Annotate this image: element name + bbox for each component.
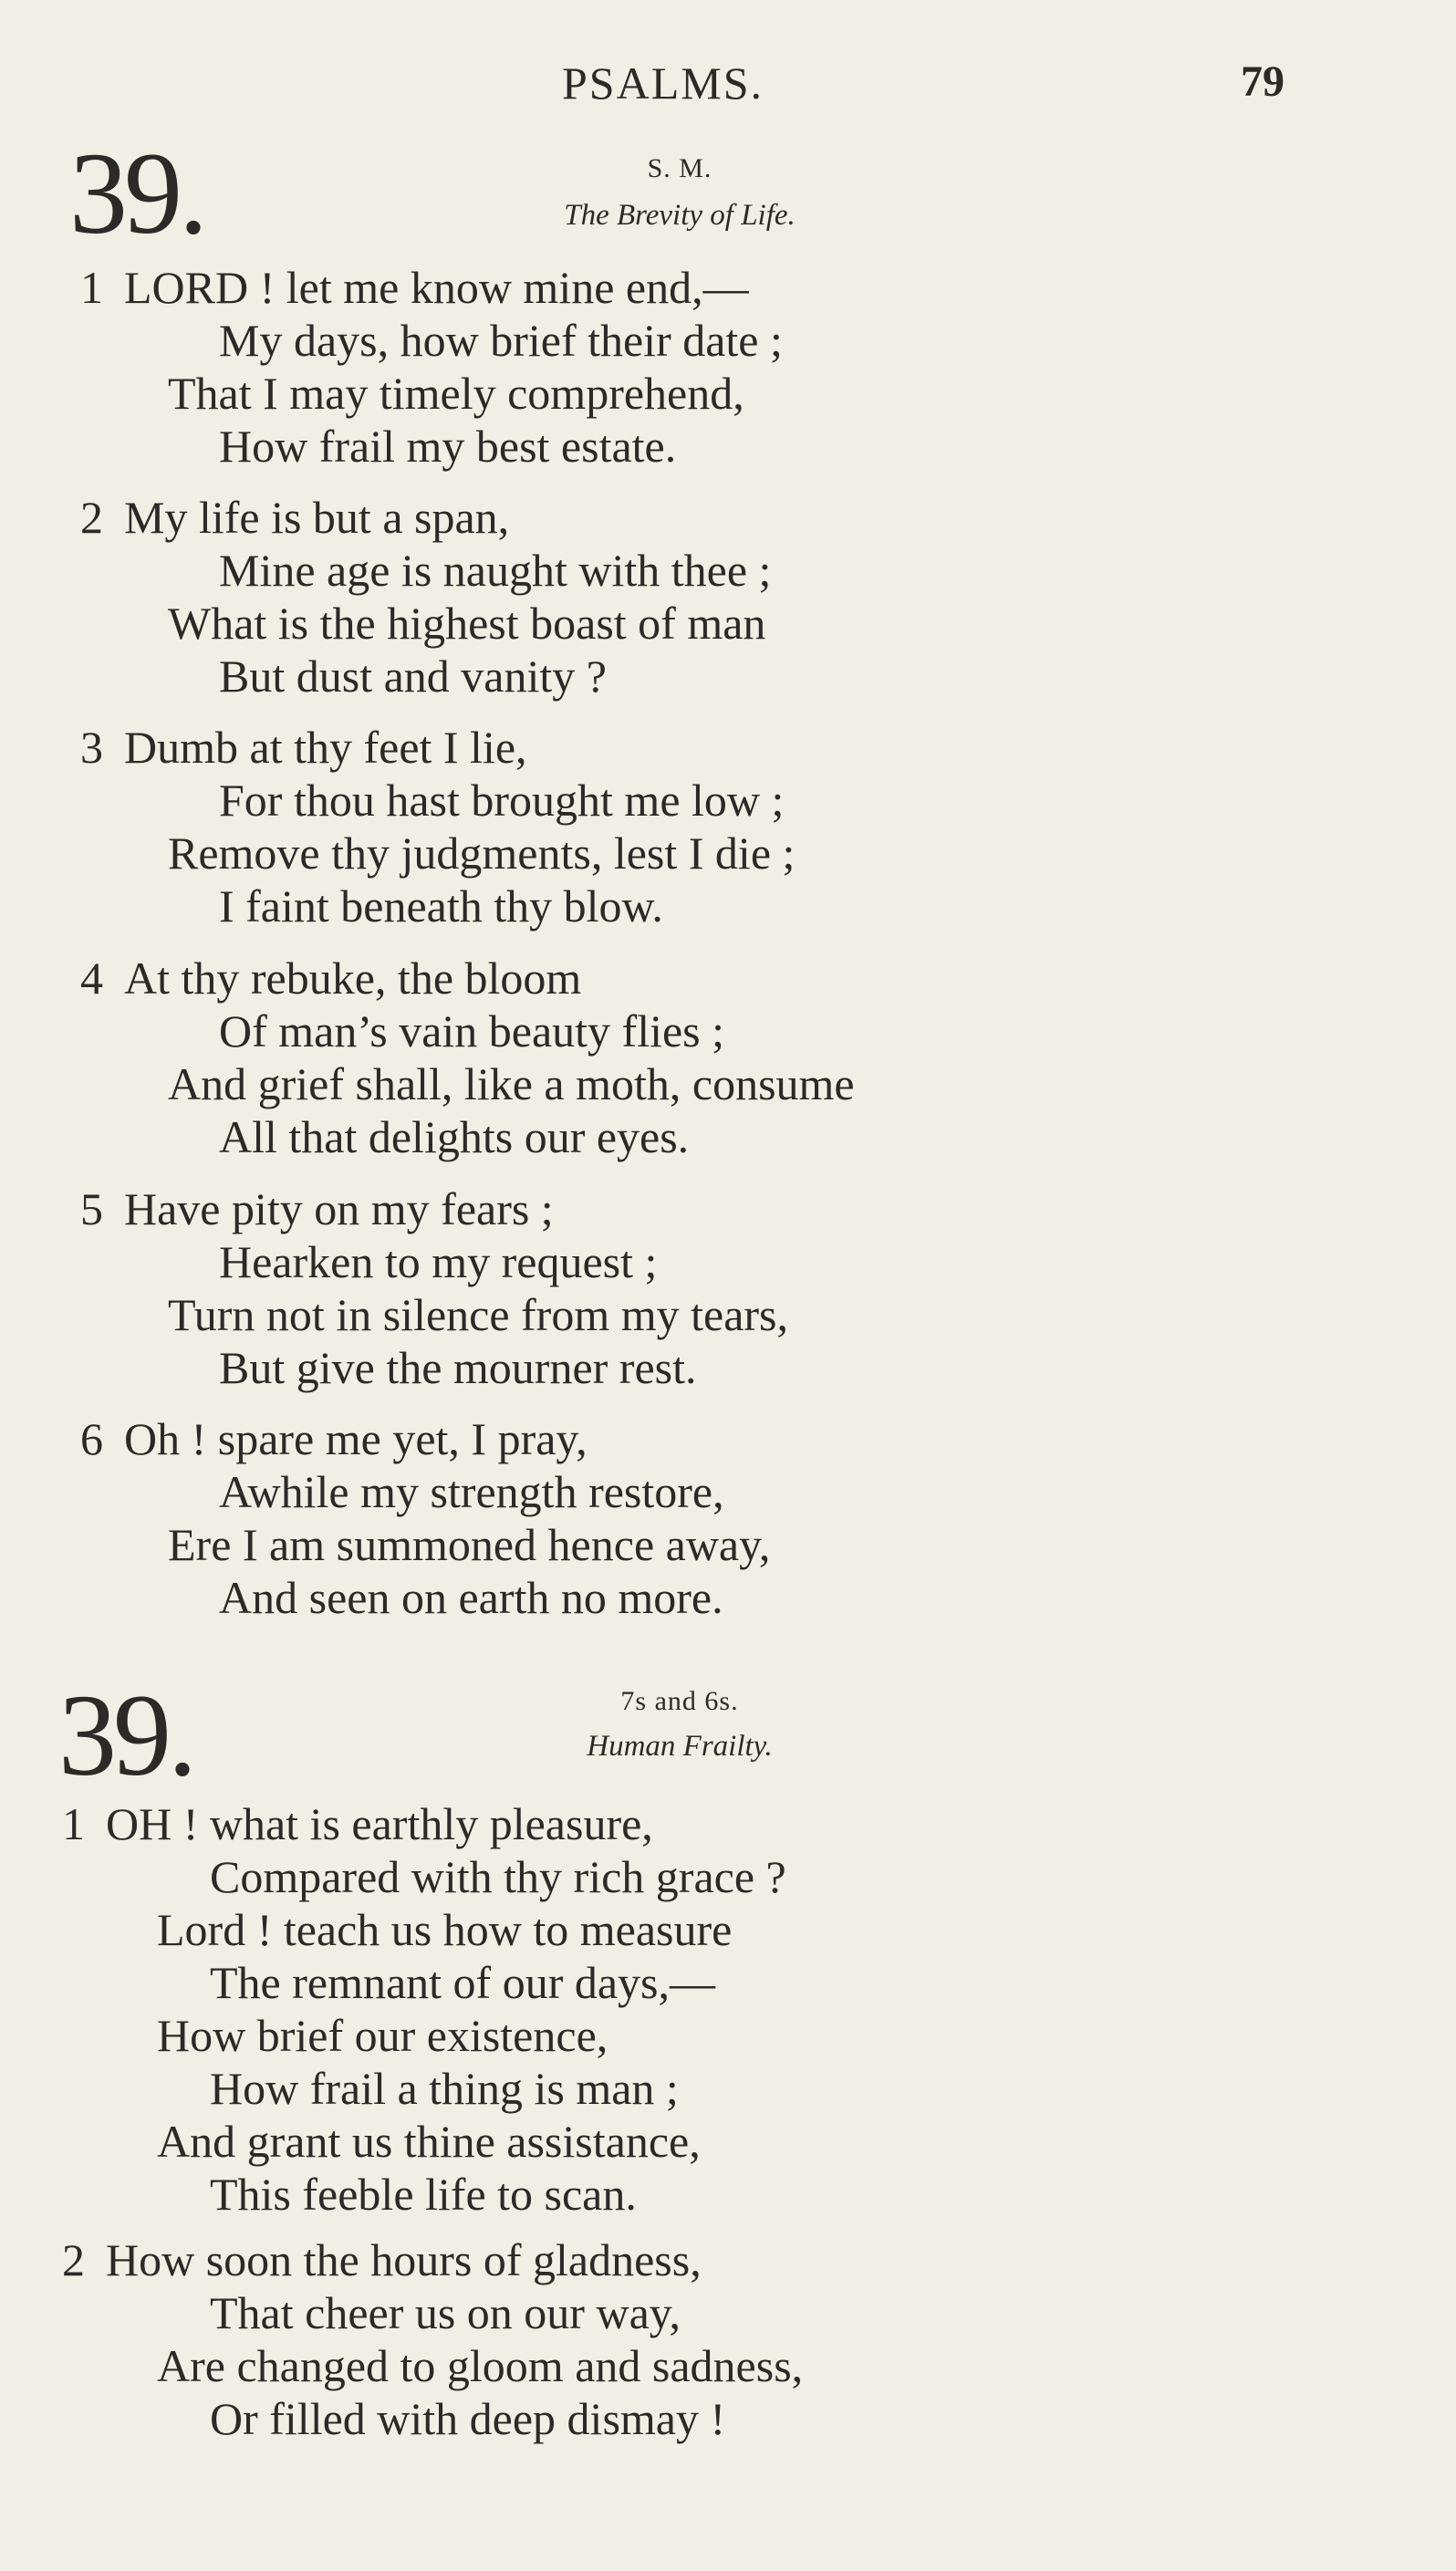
- verse-line-text: How frail a thing is man ;: [210, 2063, 679, 2114]
- verse-line-text: My days, how brief their date ;: [219, 315, 783, 366]
- verse-line-text: LORD ! let me know mine end,—: [124, 262, 749, 313]
- verse-line-text: What is the highest boast of man: [168, 598, 766, 649]
- verse-line: [219, 314, 783, 367]
- verse-line-text: Turn not in silence from my tears,: [168, 1289, 789, 1340]
- verse-line-text: And grant us thine assistance,: [157, 2116, 701, 2167]
- hymn-meter: 7s and 6s.: [620, 1686, 739, 1716]
- verse-line-text: I faint beneath thy blow.: [219, 880, 663, 932]
- verse-line-text: And grief shall, like a moth, consume: [168, 1058, 855, 1109]
- verse-line-text: Awhile my strength restore,: [219, 1466, 724, 1517]
- verse-line: [80, 1412, 588, 1465]
- verse-line-text: How soon the hours of gladness,: [106, 2234, 702, 2285]
- hymn-title: The Brevity of Life.: [564, 199, 796, 232]
- verse-line: [210, 1956, 715, 2009]
- hymn-title: Human Frailty.: [587, 1730, 773, 1763]
- verse-line-text: Hearken to my request ;: [219, 1236, 658, 1287]
- verse-line: [80, 952, 581, 1004]
- verse-line-text: That I may timely comprehend,: [168, 368, 744, 419]
- stanza-number: 6: [80, 1413, 103, 1464]
- verse-line-text: The remnant of our days,—: [210, 1957, 716, 2008]
- verse-line: [219, 544, 771, 597]
- verse-line: [157, 2339, 803, 2392]
- verse-line-text: How brief our existence,: [157, 2010, 608, 2061]
- verse-line: [168, 1057, 855, 1110]
- verse-line-text: But give the mourner rest.: [219, 1342, 697, 1393]
- verse-line: [80, 1182, 554, 1235]
- verse-line: [219, 650, 607, 703]
- verse-line: [80, 721, 527, 774]
- verse-line-text: Compared with thy rich grace ?: [210, 1851, 786, 1902]
- verse-line: [210, 2062, 679, 2115]
- verse-line-text: Are changed to gloom and sadness,: [157, 2340, 804, 2391]
- stanza-number: 3: [80, 722, 103, 773]
- verse-line: [219, 1110, 689, 1163]
- verse-line: [219, 1341, 697, 1394]
- verse-line-text: My life is but a span,: [124, 492, 510, 543]
- verse-line-text: That cheer us on our way,: [210, 2287, 681, 2338]
- verse-line: [219, 1004, 724, 1057]
- page-number: 79: [1241, 57, 1284, 106]
- verse-line: [62, 2233, 702, 2286]
- verse-line: [219, 880, 663, 932]
- verse-line: [210, 2168, 637, 2221]
- verse-line-text: Lord ! teach us how to measure: [157, 1904, 733, 1955]
- stanza-number: 2: [80, 492, 103, 543]
- verse-line: [219, 420, 676, 473]
- verse-line-text: Of man’s vain beauty flies ;: [219, 1005, 725, 1057]
- verse-line-text: At thy rebuke, the bloom: [124, 952, 582, 1004]
- verse-line-text: OH ! what is earthly pleasure,: [106, 1798, 653, 1849]
- verse-line-text: Or filled with deep dismay !: [210, 2393, 726, 2444]
- hymn-meter: S. M.: [647, 153, 712, 183]
- verse-line: [62, 1797, 653, 1850]
- verse-line: [168, 1288, 788, 1341]
- verse-line: [157, 2009, 608, 2062]
- verse-line: [80, 261, 749, 314]
- verse-line-text: But dust and vanity ?: [219, 651, 607, 702]
- verse-line: [219, 1235, 657, 1288]
- verse-line: [219, 774, 784, 827]
- hymn-number: 39.: [58, 1671, 193, 1800]
- verse-line: [168, 367, 744, 420]
- verse-line-text: How frail my best estate.: [219, 421, 677, 472]
- running-head: [0, 57, 1456, 111]
- hymn-number: 39.: [69, 129, 204, 258]
- verse-line: [168, 597, 765, 650]
- verse-line: [210, 1850, 786, 1903]
- verse-line-text: And seen on earth no more.: [219, 1572, 723, 1623]
- stanza-number: 4: [80, 952, 103, 1004]
- running-title: PSALMS.: [562, 57, 764, 109]
- verse-line-text: For thou hast brought me low ;: [219, 775, 785, 826]
- verse-line: [219, 1571, 723, 1624]
- verse-line: [80, 491, 509, 544]
- verse-line: [168, 1518, 770, 1571]
- verse-line: [210, 2286, 681, 2339]
- stanza-number: 2: [62, 2234, 85, 2285]
- verse-line: [168, 827, 795, 880]
- verse-line-text: Dumb at thy feet I lie,: [124, 722, 527, 773]
- verse-line-text: Have pity on my fears ;: [124, 1183, 554, 1234]
- verse-line-text: Remove thy judgments, lest I die ;: [168, 828, 796, 879]
- stanza-number: 1: [62, 1798, 85, 1849]
- verse-line: [219, 1465, 724, 1518]
- stanza-number: 1: [80, 262, 103, 313]
- verse-line-text: Oh ! spare me yet, I pray,: [124, 1413, 588, 1464]
- verse-line: [157, 1903, 732, 1956]
- verse-line-text: Mine age is naught with thee ;: [219, 545, 772, 596]
- verse-line: [157, 2115, 701, 2168]
- verse-line-text: Ere I am summoned hence away,: [168, 1519, 771, 1570]
- verse-line-text: All that delights our eyes.: [219, 1111, 690, 1162]
- verse-line: [210, 2392, 725, 2445]
- verse-line-text: This feeble life to scan.: [210, 2169, 637, 2220]
- stanza-number: 5: [80, 1183, 103, 1234]
